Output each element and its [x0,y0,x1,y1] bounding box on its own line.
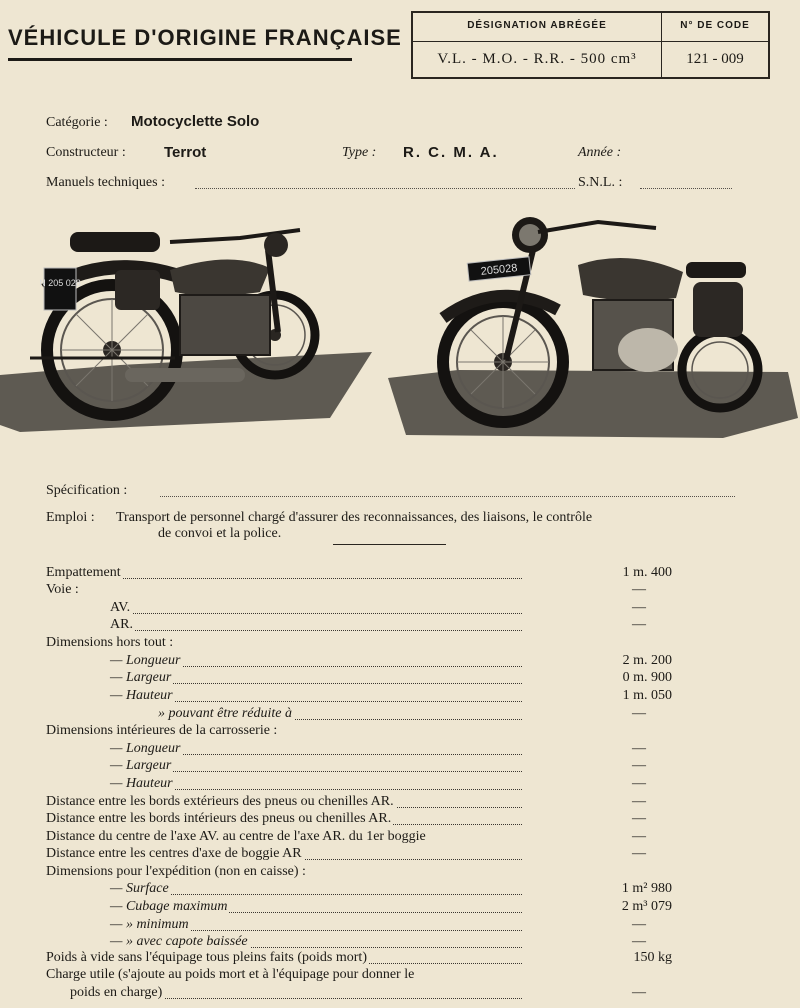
spec-row [0,582,800,600]
spec-value: — [632,617,646,632]
categorie-value: Motocyclette Solo [131,113,260,130]
spec-value: — [632,600,646,615]
spec-label: Voie : [46,582,79,597]
spec-row [0,741,800,759]
spec-value: 2 m. 200 [622,653,672,668]
spec-row [0,881,800,899]
spec-value: 1 m. 050 [622,688,672,703]
spec-row [0,899,800,917]
spec-label: — » avec capote baissée [110,934,248,949]
manuels-dotline [195,187,575,189]
spec-value: — [632,776,646,791]
spec-row [0,653,800,671]
spec-dotline [130,629,522,631]
spec-label: poids en charge) [70,985,163,1000]
spec-label: — Surface [110,881,169,896]
spec-label: — Longueur [110,653,181,668]
spec-label: AV. [110,600,131,615]
designation-value: V.L. - M.O. - R.R. - 500 cm³ [437,51,637,67]
spec-value: 2 m³ 079 [621,899,672,914]
spec-value: — [632,794,646,809]
snl-label: S.N.L. : [578,175,623,190]
motorcycle-photo-right [388,210,800,440]
spec-dotline [130,893,522,895]
spec-dotline [130,770,522,772]
spec-dotline [130,665,522,667]
spec-row [0,706,800,724]
spec-label: — Longueur [110,741,181,756]
spec-row [0,811,800,829]
spec-value: — [632,758,646,773]
spec-row [0,776,800,794]
spec-row [0,829,800,847]
spec-row [0,617,800,635]
spec-row [0,967,800,985]
code-label: N° DE CODE [680,20,750,31]
plate-right-text: 205028 [480,262,518,278]
spec-dotline [130,612,522,614]
emploi-label: Emploi : [46,510,95,525]
spec-label: » pouvant être réduite à [158,706,293,721]
code-box [411,11,770,79]
spec-value: — [632,934,646,949]
snl-dotline [640,187,732,189]
spec-value: — [632,741,646,756]
spec-label: Distance entre les bords extérieurs des pneus ou chenilles AR. [46,794,394,809]
spec-value: — [632,829,646,844]
spec-row [0,600,800,618]
emploi-line-1: Transport de personnel chargé d'assurer des reconnaissances, des liaisons, le contrôle [116,510,593,525]
plate-left-text: N 205 028 [39,278,81,288]
spec-row [0,670,800,688]
spec-value: 150 kg [633,950,672,965]
spec-label: — » minimum [110,917,189,932]
spec-value: 0 m. 900 [622,670,672,685]
spec-row [0,917,800,935]
emploi-line-2: de convoi et la police. [158,526,282,541]
spec-value: 1 m² 980 [621,881,672,896]
spec-dotline [130,788,522,790]
title-underline [8,58,352,61]
spec-row [0,950,800,968]
spec-label: Dimensions pour l'expédition (non en caisse) : [46,864,306,879]
spec-value: — [632,917,646,932]
spec-row [0,864,800,882]
designation-label: DÉSIGNATION ABRÉGÉE [467,20,607,31]
emploi-rule [333,544,446,545]
categorie-label: Catégorie : [46,115,108,130]
constructeur-label: Constructeur : [46,145,126,160]
spec-row [0,565,800,583]
spec-row [0,723,800,741]
spec-label: Distance du centre de l'axe AV. au centre de l'axe AR. du 1er boggie [46,829,426,844]
spec-label: Poids à vide sans l'équipage tous pleins faits (poids mort) [46,950,367,965]
motorcycle-photo-left [0,210,375,435]
spec-value: — [632,706,646,721]
spec-label: — Hauteur [110,688,173,703]
spec-label: Distance entre les centres d'axe de boggie AR [46,846,302,861]
manuels-label: Manuels techniques : [46,175,165,190]
page-title: VÉHICULE D'ORIGINE FRANÇAISE [8,25,402,50]
spec-label: Charge utile (s'ajoute au poids mort et à l'équipage pour donner le [46,967,415,982]
specification-dotline [160,495,735,497]
spec-label: AR. [110,617,133,632]
annee-label: Année : [578,145,622,160]
spec-row [0,758,800,776]
spec-row [0,985,800,1003]
spec-label: — Cubage maximum [110,899,228,914]
spec-dotline [66,577,522,579]
spec-value: — [632,985,646,1000]
spec-row [0,635,800,653]
spec-label: Dimensions intérieures de la carrosserie : [46,723,278,738]
spec-value: — [632,582,646,597]
spec-row [0,846,800,864]
spec-value: — [632,811,646,826]
spec-row [0,688,800,706]
spec-label: Distance entre les bords intérieurs des pneus ou chenilles AR. [46,811,392,826]
code-value: 121 - 009 [686,51,744,67]
specification-label: Spécification : [46,483,128,498]
spec-label: — Largeur [110,670,172,685]
spec-dotline [130,700,522,702]
spec-dotline [130,753,522,755]
spec-label: — Hauteur [110,776,173,791]
spec-dotline [130,682,522,684]
spec-value: — [632,846,646,861]
constructeur-value: Terrot [164,144,207,161]
spec-label: — Largeur [110,758,172,773]
spec-label: Dimensions hors tout : [46,635,174,650]
spec-row [0,794,800,812]
spec-value: 1 m. 400 [622,565,672,580]
type-value: R. C. M. A. [403,144,499,161]
type-label: Type : [342,145,377,160]
code-box-rule [413,41,768,42]
spec-label: Empattement [46,565,121,580]
